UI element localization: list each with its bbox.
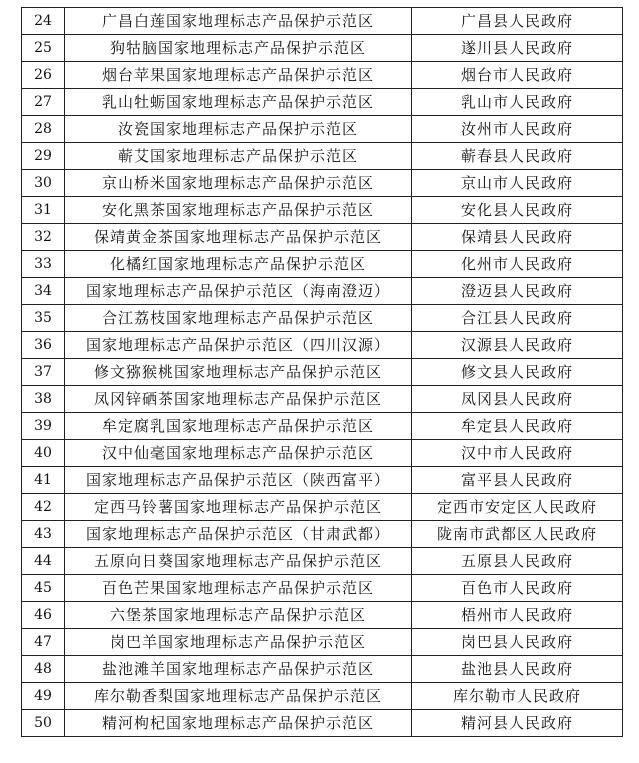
row-number-cell: 47 bbox=[22, 629, 65, 656]
row-number-cell: 45 bbox=[22, 575, 65, 602]
demonstration-zone-cell: 烟台苹果国家地理标志产品保护示范区 bbox=[65, 62, 412, 89]
government-cell: 修文县人民政府 bbox=[412, 359, 623, 386]
table-row bbox=[22, 548, 623, 575]
demonstration-zone-cell: 汉中仙毫国家地理标志产品保护示范区 bbox=[65, 440, 412, 467]
demonstration-zone-cell: 国家地理标志产品保护示范区（甘肃武都） bbox=[65, 521, 412, 548]
table-row bbox=[22, 440, 623, 467]
government-cell: 遂川县人民政府 bbox=[412, 35, 623, 62]
table-row bbox=[22, 116, 623, 143]
table-row bbox=[22, 305, 623, 332]
table-row bbox=[22, 413, 623, 440]
row-number-cell: 41 bbox=[22, 467, 65, 494]
government-cell: 合江县人民政府 bbox=[412, 305, 623, 332]
government-cell: 化州市人民政府 bbox=[412, 251, 623, 278]
row-number-cell: 24 bbox=[22, 8, 65, 35]
row-number-cell: 27 bbox=[22, 89, 65, 116]
row-number-cell: 39 bbox=[22, 413, 65, 440]
row-number-cell: 32 bbox=[22, 224, 65, 251]
demonstration-zone-cell: 安化黑茶国家地理标志产品保护示范区 bbox=[65, 197, 412, 224]
government-cell: 盐池县人民政府 bbox=[412, 656, 623, 683]
table-row bbox=[22, 224, 623, 251]
government-cell: 陇南市武都区人民政府 bbox=[412, 521, 623, 548]
government-cell: 牟定县人民政府 bbox=[412, 413, 623, 440]
government-cell: 澄迈县人民政府 bbox=[412, 278, 623, 305]
government-cell: 京山市人民政府 bbox=[412, 170, 623, 197]
row-number-cell: 46 bbox=[22, 602, 65, 629]
demonstration-zone-cell: 五原向日葵国家地理标志产品保护示范区 bbox=[65, 548, 412, 575]
row-number-cell: 40 bbox=[22, 440, 65, 467]
government-cell: 定西市安定区人民政府 bbox=[412, 494, 623, 521]
government-cell: 保靖县人民政府 bbox=[412, 224, 623, 251]
government-cell: 汝州市人民政府 bbox=[412, 116, 623, 143]
demonstration-zone-cell: 广昌白莲国家地理标志产品保护示范区 bbox=[65, 8, 412, 35]
table-row bbox=[22, 629, 623, 656]
government-cell: 库尔勒市人民政府 bbox=[412, 683, 623, 710]
table-row bbox=[22, 62, 623, 89]
government-cell: 蕲春县人民政府 bbox=[412, 143, 623, 170]
government-cell: 汉源县人民政府 bbox=[412, 332, 623, 359]
government-cell: 百色市人民政府 bbox=[412, 575, 623, 602]
table-row bbox=[22, 602, 623, 629]
government-cell: 汉中市人民政府 bbox=[412, 440, 623, 467]
row-number-cell: 48 bbox=[22, 656, 65, 683]
demonstration-zone-cell: 国家地理标志产品保护示范区（海南澄迈） bbox=[65, 278, 412, 305]
table-row bbox=[22, 332, 623, 359]
table-row bbox=[22, 683, 623, 710]
demonstration-zone-cell: 牟定腐乳国家地理标志产品保护示范区 bbox=[65, 413, 412, 440]
row-number-cell: 49 bbox=[22, 683, 65, 710]
government-cell: 岗巴县人民政府 bbox=[412, 629, 623, 656]
row-number-cell: 25 bbox=[22, 35, 65, 62]
row-number-cell: 43 bbox=[22, 521, 65, 548]
table-row bbox=[22, 170, 623, 197]
table-row bbox=[22, 575, 623, 602]
row-number-cell: 50 bbox=[22, 710, 65, 737]
row-number-cell: 30 bbox=[22, 170, 65, 197]
demonstration-zone-cell: 库尔勒香梨国家地理标志产品保护示范区 bbox=[65, 683, 412, 710]
demonstration-zone-cell: 蕲艾国家地理标志产品保护示范区 bbox=[65, 143, 412, 170]
demonstration-zone-cell: 六堡茶国家地理标志产品保护示范区 bbox=[65, 602, 412, 629]
table-row bbox=[22, 278, 623, 305]
row-number-cell: 36 bbox=[22, 332, 65, 359]
demonstration-zone-cell: 百色芒果国家地理标志产品保护示范区 bbox=[65, 575, 412, 602]
table-row bbox=[22, 8, 623, 35]
row-number-cell: 26 bbox=[22, 62, 65, 89]
table-body bbox=[22, 8, 623, 737]
table-row bbox=[22, 494, 623, 521]
demonstration-zone-cell: 合江荔枝国家地理标志产品保护示范区 bbox=[65, 305, 412, 332]
demonstration-zone-cell: 岗巴羊国家地理标志产品保护示范区 bbox=[65, 629, 412, 656]
government-cell: 梧州市人民政府 bbox=[412, 602, 623, 629]
table-row bbox=[22, 143, 623, 170]
table-row bbox=[22, 710, 623, 737]
row-number-cell: 38 bbox=[22, 386, 65, 413]
demonstration-zone-cell: 化橘红国家地理标志产品保护示范区 bbox=[65, 251, 412, 278]
demonstration-zone-cell: 凤冈锌硒茶国家地理标志产品保护示范区 bbox=[65, 386, 412, 413]
demonstration-zone-cell: 保靖黄金茶国家地理标志产品保护示范区 bbox=[65, 224, 412, 251]
row-number-cell: 33 bbox=[22, 251, 65, 278]
demonstration-zone-cell: 京山桥米国家地理标志产品保护示范区 bbox=[65, 170, 412, 197]
table-row bbox=[22, 386, 623, 413]
government-cell: 精河县人民政府 bbox=[412, 710, 623, 737]
demonstration-zone-cell: 狗牯脑国家地理标志产品保护示范区 bbox=[65, 35, 412, 62]
table-row bbox=[22, 467, 623, 494]
government-cell: 广昌县人民政府 bbox=[412, 8, 623, 35]
demonstration-zone-cell: 国家地理标志产品保护示范区（四川汉源） bbox=[65, 332, 412, 359]
demonstration-zone-cell: 盐池滩羊国家地理标志产品保护示范区 bbox=[65, 656, 412, 683]
demonstration-zone-cell: 修文猕猴桃国家地理标志产品保护示范区 bbox=[65, 359, 412, 386]
table-row bbox=[22, 197, 623, 224]
demonstration-zone-cell: 定西马铃薯国家地理标志产品保护示范区 bbox=[65, 494, 412, 521]
row-number-cell: 34 bbox=[22, 278, 65, 305]
government-cell: 凤冈县人民政府 bbox=[412, 386, 623, 413]
government-cell: 安化县人民政府 bbox=[412, 197, 623, 224]
row-number-cell: 29 bbox=[22, 143, 65, 170]
row-number-cell: 37 bbox=[22, 359, 65, 386]
row-number-cell: 44 bbox=[22, 548, 65, 575]
table-row bbox=[22, 521, 623, 548]
demonstration-zone-cell: 汝瓷国家地理标志产品保护示范区 bbox=[65, 116, 412, 143]
table-row bbox=[22, 35, 623, 62]
demonstration-zone-cell: 乳山牡蛎国家地理标志产品保护示范区 bbox=[65, 89, 412, 116]
table-row bbox=[22, 89, 623, 116]
row-number-cell: 31 bbox=[22, 197, 65, 224]
government-cell: 乳山市人民政府 bbox=[412, 89, 623, 116]
demonstration-zone-cell: 精河枸杞国家地理标志产品保护示范区 bbox=[65, 710, 412, 737]
row-number-cell: 35 bbox=[22, 305, 65, 332]
government-cell: 富平县人民政府 bbox=[412, 467, 623, 494]
row-number-cell: 42 bbox=[22, 494, 65, 521]
table-row bbox=[22, 359, 623, 386]
row-number-cell: 28 bbox=[22, 116, 65, 143]
government-cell: 五原县人民政府 bbox=[412, 548, 623, 575]
demonstration-zone-table bbox=[21, 7, 623, 737]
table-row bbox=[22, 251, 623, 278]
table-row bbox=[22, 656, 623, 683]
government-cell: 烟台市人民政府 bbox=[412, 62, 623, 89]
demonstration-zone-cell: 国家地理标志产品保护示范区（陕西富平） bbox=[65, 467, 412, 494]
